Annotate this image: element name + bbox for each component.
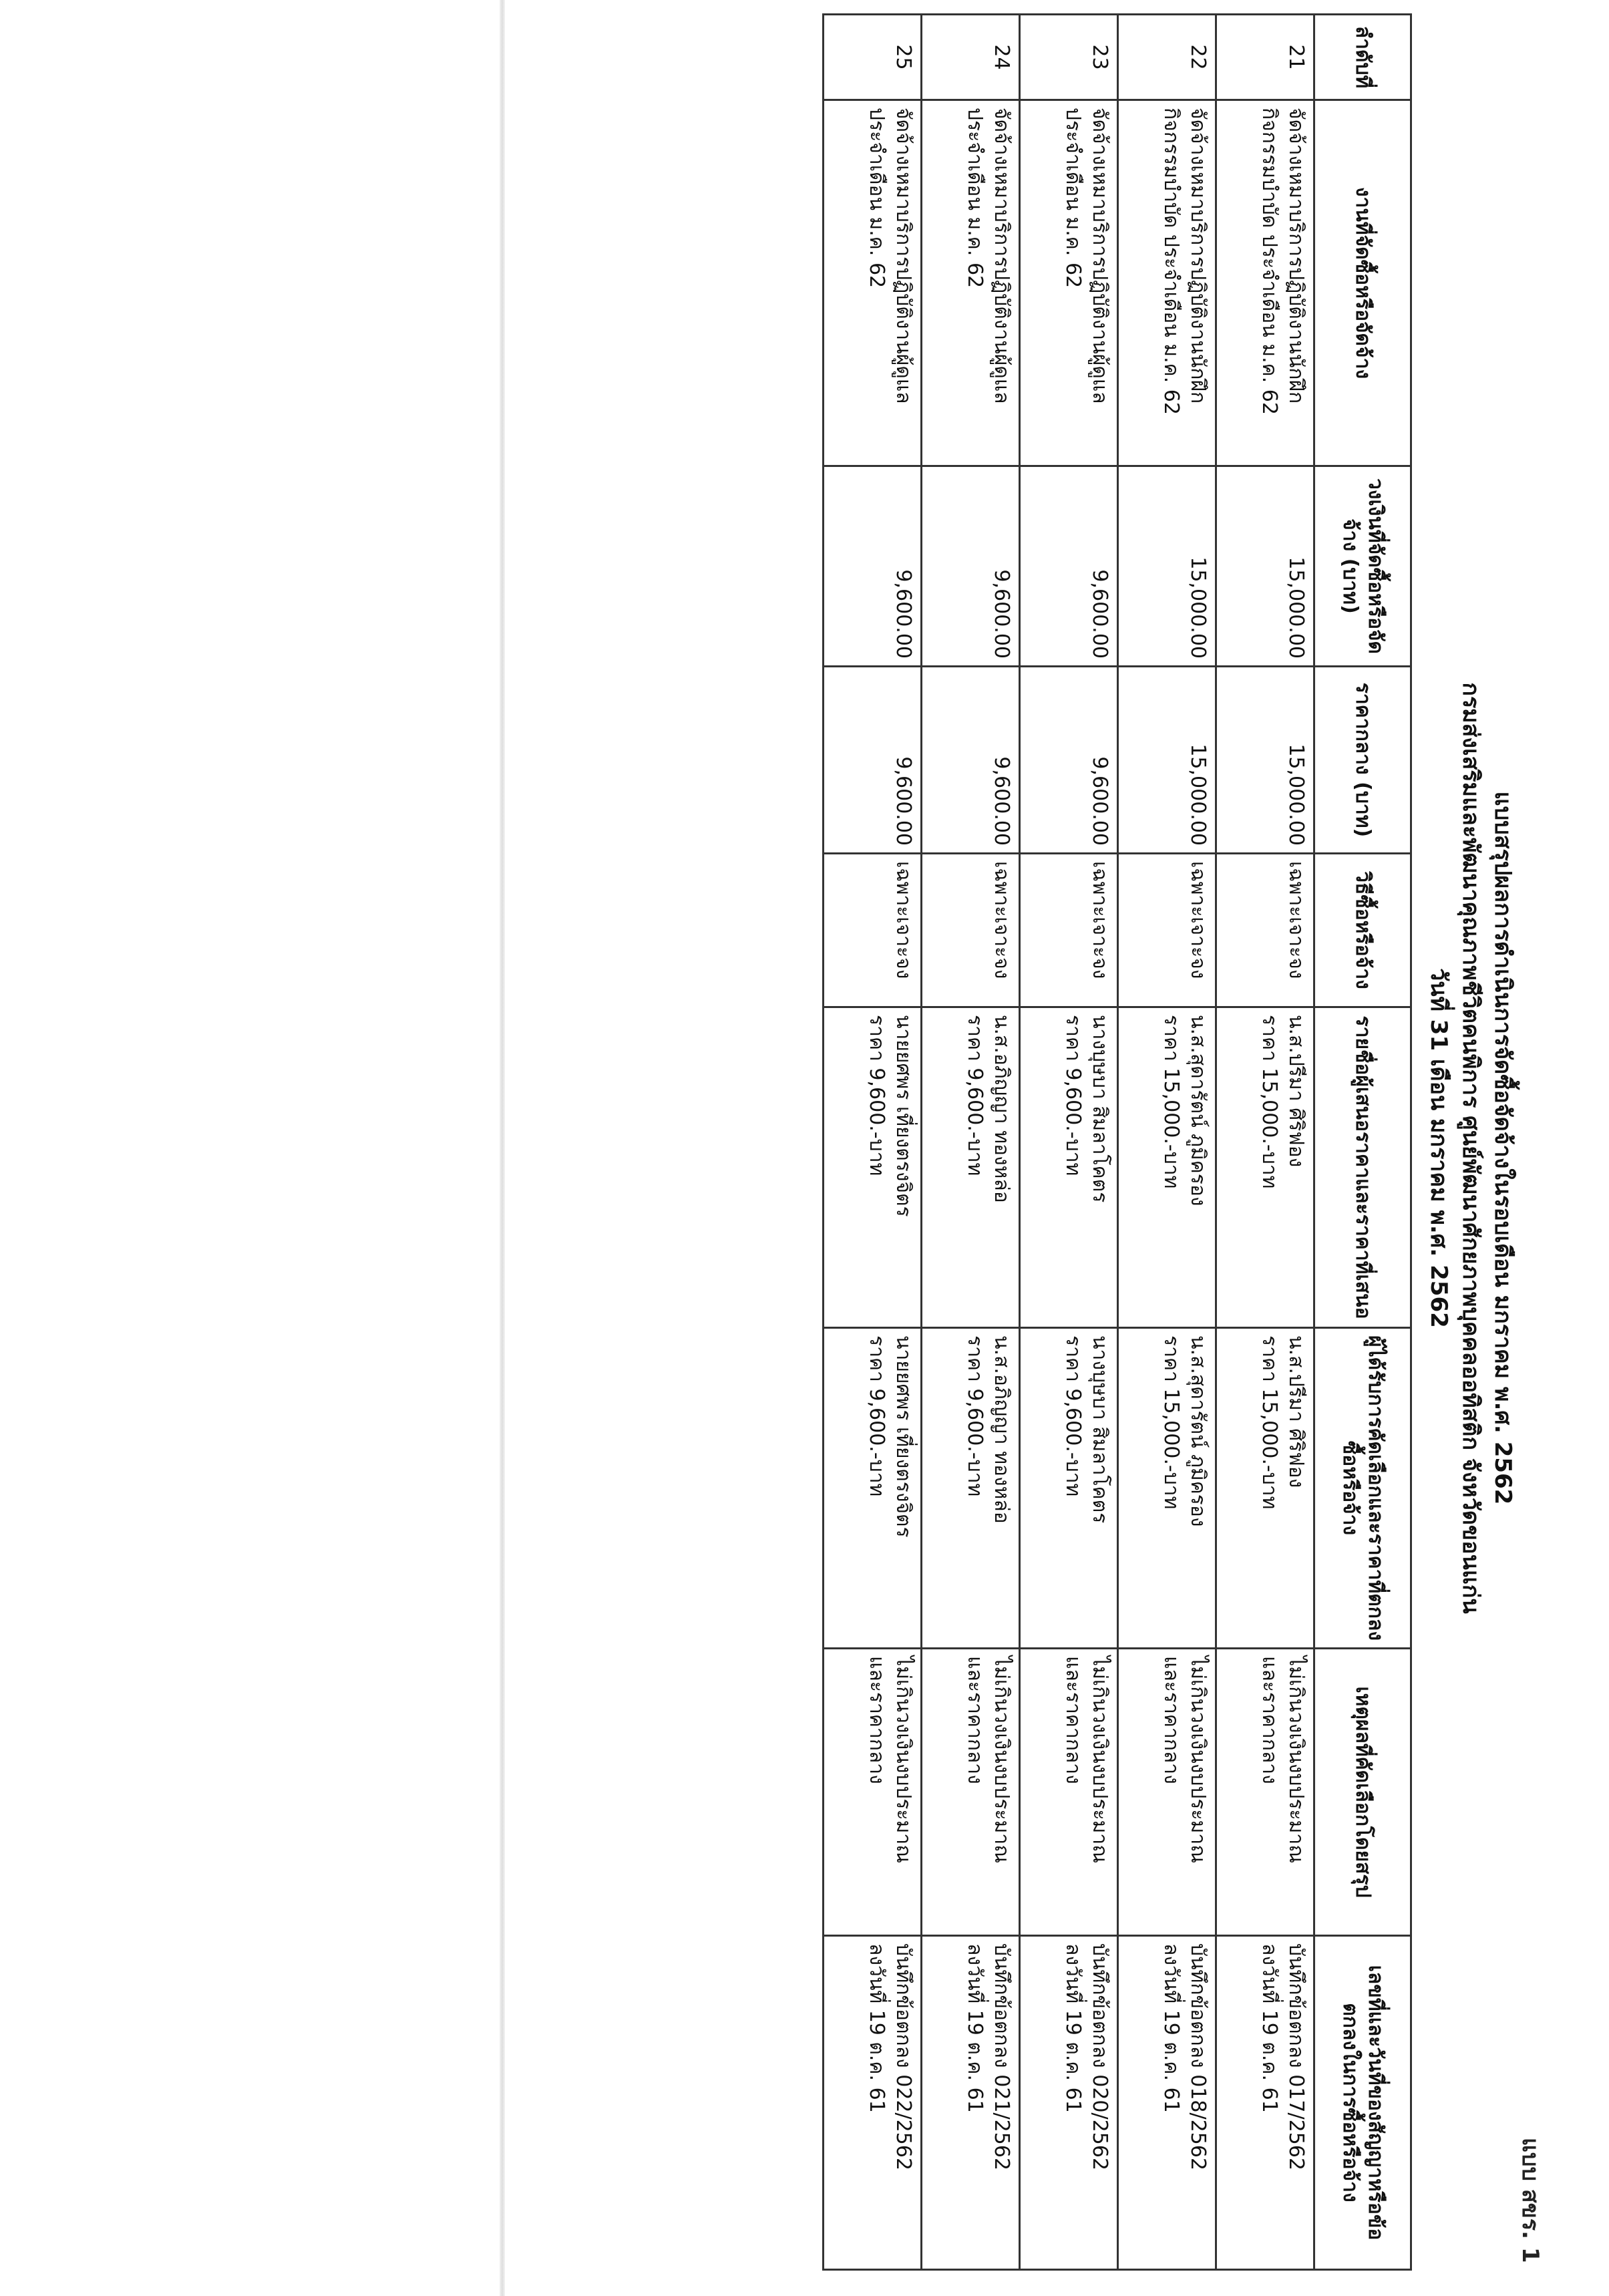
cell-method: เฉพาะเจาะจง xyxy=(1020,854,1118,1007)
cell-contract: บันทึกข้อตกลง 021/2562 ลงวันที่ 19 ต.ค. 61 xyxy=(922,1936,1020,2270)
cell-reason: ไม่เกินวงเงินงบประมาณ และราคากลาง xyxy=(1020,1649,1118,1936)
table-row xyxy=(922,15,1020,2270)
col-header-budget: วงเงินที่จัดซื้อหรือจัดจ้าง (บาท) xyxy=(1314,466,1411,667)
cell-contract: บันทึกข้อตกลง 020/2562 ลงวันที่ 19 ต.ค. 61 xyxy=(1020,1936,1118,2270)
cell-winner: น.ส.ปรีมา ศิริฟอง ราคา 15,000.-บาท xyxy=(1216,1328,1314,1649)
header-row xyxy=(1314,15,1411,2270)
title-line-1: แบบสรุปผลการดำเนินการจัดซื้อจัดจ้างในรอบเดือน มกราคม พ.ศ. 2562 xyxy=(1489,791,1516,1505)
cell-reason: ไม่เกินวงเงินงบประมาณ และราคากลาง xyxy=(1216,1649,1314,1936)
cell-no: 23 xyxy=(1020,15,1118,100)
cell-no: 24 xyxy=(922,15,1020,100)
cell-no: 21 xyxy=(1216,15,1314,100)
cell-median-price: 9,600.00 xyxy=(922,667,1020,854)
cell-median-price: 15,000.00 xyxy=(1216,667,1314,854)
table-row xyxy=(1020,15,1118,2270)
cell-no: 25 xyxy=(824,15,922,100)
table-row xyxy=(1118,15,1216,2270)
cell-median-price: 9,600.00 xyxy=(824,667,922,854)
cell-budget: 15,000.00 xyxy=(1118,466,1216,667)
title-line-3: วันที่ 31 เดือน มกราคม พ.ศ. 2562 xyxy=(1425,968,1452,1328)
cell-bidders: น.ส.สุดารัตน์ ภูมิครอง ราคา 15,000.-บาท xyxy=(1118,1007,1216,1328)
cell-bidders: น.ส.อภิญญา ทองหล่อ ราคา 9,600.-บาท xyxy=(922,1007,1020,1328)
title-line-2: กรมส่งเสริมและพัฒนาคุณภาพชีวิตคนพิการ ศูนย์พัฒนาศักยภาพบุคคลออทิสติก จังหวัดขอนแก่น xyxy=(1457,682,1484,1614)
cell-work: จัดจ้างเหมาบริการปฏิบัติงานผู้ดูแล ประจำเดือน ม.ค. 62 xyxy=(922,100,1020,466)
col-header-no: ลำดับที่ xyxy=(1314,15,1411,100)
col-header-winner: ผู้ได้รับการคัดเลือกและราคาที่ตกลงซื้อหรือจ้าง xyxy=(1314,1328,1411,1649)
col-header-reason: เหตุผลที่คัดเลือกโดยสรุป xyxy=(1314,1649,1411,1936)
cell-contract: บันทึกข้อตกลง 017/2562 ลงวันที่ 19 ต.ค. 61 xyxy=(1216,1936,1314,2270)
col-header-median-price: ราคากลาง (บาท) xyxy=(1314,667,1411,854)
cell-method: เฉพาะเจาะจง xyxy=(1216,854,1314,1007)
cell-budget: 9,600.00 xyxy=(1020,466,1118,667)
cell-winner: นางบุษบา สิมลาโคตร ราคา 9,600.-บาท xyxy=(1020,1328,1118,1649)
cell-winner: น.ส.อภิญญา ทองหล่อ ราคา 9,600.-บาท xyxy=(922,1328,1020,1649)
cell-winner: นายยศพร เที่ยงตรงจิตร ราคา 9,600.-บาท xyxy=(824,1328,922,1649)
cell-reason: ไม่เกินวงเงินงบประมาณ และราคากลาง xyxy=(922,1649,1020,1936)
cell-method: เฉพาะเจาะจง xyxy=(922,854,1020,1007)
cell-winner: น.ส.สุดารัตน์ ภูมิครอง ราคา 15,000.-บาท xyxy=(1118,1328,1216,1649)
cell-method: เฉพาะเจาะจง xyxy=(824,854,922,1007)
cell-budget: 9,600.00 xyxy=(824,466,922,667)
col-header-contract: เลขที่และวันที่ของสัญญาหรือข้อตกลงในการซื้อหรือจ้าง xyxy=(1314,1936,1411,2270)
cell-reason: ไม่เกินวงเงินงบประมาณ และราคากลาง xyxy=(1118,1649,1216,1936)
cell-bidders: น.ส.ปรีมา ศิริฟอง ราคา 15,000.-บาท xyxy=(1216,1007,1314,1328)
cell-work: จัดจ้างเหมาบริการปฏิบัติงานนักฝึก กิจกรรมบำบัด ประจำเดือน ม.ค. 62 xyxy=(1216,100,1314,466)
col-header-bidders: รายชื่อผู้เสนอราคาและราคาที่เสนอ xyxy=(1314,1007,1411,1328)
document-header xyxy=(1423,0,1519,2296)
cell-budget: 15,000.00 xyxy=(1216,466,1314,667)
cell-contract: บันทึกข้อตกลง 018/2562 ลงวันที่ 19 ต.ค. 61 xyxy=(1118,1936,1216,2270)
table-row xyxy=(1216,15,1314,2270)
form-code: แบบ สขร. 1 xyxy=(1517,2138,1544,2263)
cell-work: จัดจ้างเหมาบริการปฏิบัติงานนักฝึก กิจกรรมบำบัด ประจำเดือน ม.ค. 62 xyxy=(1118,100,1216,466)
procurement-table xyxy=(822,13,1412,2271)
col-header-work: งานที่จัดซื้อหรือจัดจ้าง xyxy=(1314,100,1411,466)
col-header-method: วิธีซื้อหรือจ้าง xyxy=(1314,854,1411,1007)
table-row xyxy=(824,15,922,2270)
cell-method: เฉพาะเจาะจง xyxy=(1118,854,1216,1007)
cell-budget: 9,600.00 xyxy=(922,466,1020,667)
cell-bidders: นางบุษบา สิมลาโคตร ราคา 9,600.-บาท xyxy=(1020,1007,1118,1328)
cell-work: จัดจ้างเหมาบริการปฏิบัติงานผู้ดูแล ประจำเดือน ม.ค. 62 xyxy=(1020,100,1118,466)
cell-median-price: 9,600.00 xyxy=(1020,667,1118,854)
cell-median-price: 15,000.00 xyxy=(1118,667,1216,854)
cell-work: จัดจ้างเหมาบริการปฏิบัติงานผู้ดูแล ประจำเดือน ม.ค. 62 xyxy=(824,100,922,466)
cell-no: 22 xyxy=(1118,15,1216,100)
cell-contract: บันทึกข้อตกลง 022/2562 ลงวันที่ 19 ต.ค. 61 xyxy=(824,1936,922,2270)
cell-bidders: นายยศพร เที่ยงตรงจิตร ราคา 9,600.-บาท xyxy=(824,1007,922,1328)
cell-reason: ไม่เกินวงเงินงบประมาณ และราคากลาง xyxy=(824,1649,922,1936)
